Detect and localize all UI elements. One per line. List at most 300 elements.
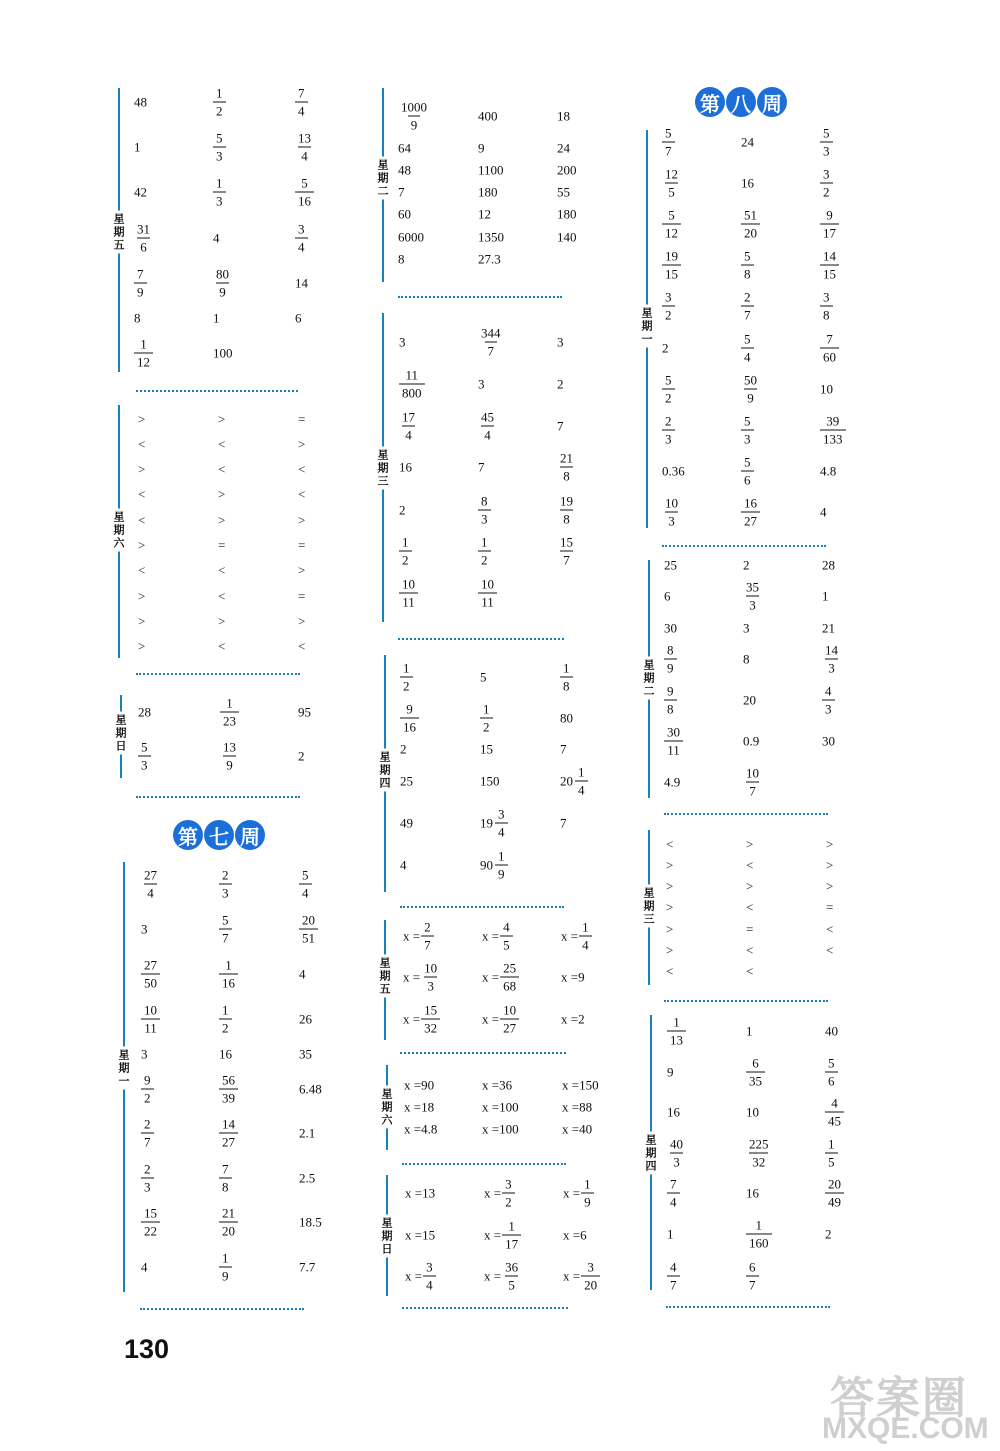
denominator: 3 [138, 756, 151, 772]
denominator: 12 [662, 224, 681, 240]
equation-prefix: x = [561, 928, 579, 944]
denominator: 3 [746, 596, 759, 612]
numerator: 39 [826, 413, 840, 429]
answer-cell: 28 [822, 557, 835, 573]
numerator: 36 [505, 1259, 519, 1275]
whole-number: 90 [480, 857, 493, 873]
fraction [400, 703, 419, 734]
numerator: 344 [481, 325, 501, 341]
denominator: 8 [741, 265, 754, 281]
equation-prefix: x = [403, 969, 421, 985]
answer-cell [295, 223, 308, 254]
answer-cell [478, 327, 504, 358]
answer-cell: 8 [134, 310, 141, 326]
answer-cell [482, 1004, 519, 1035]
numerator: 7 [298, 85, 305, 101]
fraction [502, 1178, 515, 1209]
numerator: 5 [668, 207, 675, 223]
fraction [421, 1004, 440, 1035]
answer-cell: 0.9 [743, 733, 760, 749]
fraction [662, 250, 681, 281]
fraction [219, 1074, 238, 1105]
numerator: 2 [144, 1161, 151, 1177]
numerator: 10 [746, 765, 759, 781]
day-label: 星期五 [113, 212, 125, 252]
answer-cell: x =6 [563, 1227, 587, 1243]
numerator: 1 [402, 534, 409, 550]
answer-cell: = [298, 411, 306, 427]
numerator: 16 [744, 495, 757, 511]
answer-cell: 16 [399, 459, 412, 475]
numerator: 5 [744, 413, 751, 429]
denominator: 4 [495, 823, 508, 839]
answer-cell [746, 1261, 759, 1292]
fraction [219, 1163, 232, 1194]
numerator: 13 [298, 130, 311, 146]
fraction [575, 766, 588, 797]
answer-cell: 3 [141, 921, 148, 937]
answer-cell [820, 127, 833, 158]
denominator: 8 [560, 510, 573, 526]
numerator: 10 [503, 1002, 517, 1018]
denominator: 4 [667, 1193, 680, 1209]
answer-cell [403, 921, 434, 952]
answer-cell: < [298, 486, 306, 502]
answer-cell [213, 132, 226, 163]
answer-cell: > [138, 537, 146, 553]
numerator: 12 [665, 166, 678, 182]
denominator: 8 [820, 306, 833, 322]
fraction [820, 127, 833, 158]
answer-cell [134, 268, 147, 299]
answer-cell: 24 [741, 134, 754, 150]
answer-cell: 35 [299, 1046, 312, 1062]
fraction [495, 808, 508, 839]
answer-cell: > [666, 899, 674, 915]
answer-cell: 49 [400, 815, 413, 831]
numerator: 40 [670, 1136, 683, 1152]
denominator: 7 [421, 936, 434, 952]
denominator: 15 [662, 265, 681, 281]
answer-cell: < [746, 857, 754, 873]
answer-cell [141, 869, 160, 900]
answer-cell: < [666, 963, 674, 979]
numerator: 15 [424, 1002, 438, 1018]
fraction [820, 209, 839, 240]
denominator: 2 [662, 389, 675, 405]
numerator: 10 [665, 495, 678, 511]
answer-cell: < [218, 436, 226, 452]
answer-cell: 10 [820, 381, 833, 397]
answer-cell: x =13 [405, 1185, 436, 1201]
answer-cell: > [298, 512, 306, 528]
denominator: 2 [141, 1089, 154, 1105]
answer-cell: < [298, 461, 306, 477]
fraction [741, 415, 754, 446]
answer-cell: 7 [557, 418, 564, 434]
fraction [295, 177, 314, 208]
answer-cell [825, 1057, 838, 1088]
answer-cell [741, 333, 754, 364]
numerator: 1 [140, 336, 147, 352]
answer-cell: 1 [746, 1023, 753, 1039]
denominator: 3 [741, 430, 754, 446]
answer-cell: > [746, 878, 754, 894]
fraction [741, 209, 760, 240]
answer-cell [667, 1261, 680, 1292]
fraction [213, 268, 232, 299]
answer-cell: 140 [557, 229, 577, 245]
section-divider [662, 545, 826, 547]
fraction [741, 291, 754, 322]
numerator: 7 [826, 331, 833, 347]
answer-cell [220, 741, 239, 772]
answer-cell [746, 1219, 772, 1250]
fraction [662, 168, 681, 199]
answer-cell [746, 1138, 772, 1169]
denominator: 3 [219, 884, 232, 900]
fraction [662, 497, 681, 528]
answer-cell: 55 [557, 184, 570, 200]
numerator: 14 [825, 642, 838, 658]
answer-cell: > [746, 836, 754, 852]
fraction [743, 767, 762, 798]
numerator: 5 [823, 125, 830, 141]
denominator: 3 [424, 977, 437, 993]
fraction [743, 581, 762, 612]
numerator: 1 [584, 1176, 591, 1192]
numerator: 1 [755, 1217, 762, 1233]
answer-cell [662, 250, 681, 281]
numerator: 1 [222, 1002, 229, 1018]
answer-cell: 1350 [478, 229, 504, 245]
fraction [299, 869, 312, 900]
numerator: 27 [144, 867, 157, 883]
denominator: 17 [502, 1235, 521, 1251]
answer-cell [219, 1252, 232, 1283]
answer-cell: < [138, 486, 146, 502]
answer-cell [219, 1074, 238, 1105]
answer-cell: > [666, 857, 674, 873]
answer-cell: > [826, 857, 834, 873]
numerator: 51 [744, 207, 757, 223]
answer-cell: 27.3 [478, 251, 501, 267]
equation-prefix: x = [563, 1185, 581, 1201]
answer-cell [662, 127, 675, 158]
fraction [820, 415, 846, 446]
whole-number: 20 [560, 773, 573, 789]
answer-cell: 6 [664, 588, 671, 604]
denominator: 3 [670, 1153, 683, 1169]
answer-cell: 2 [662, 340, 669, 356]
answer-cell: > [298, 562, 306, 578]
answer-cell [820, 168, 833, 199]
denominator: 3 [141, 1178, 154, 1194]
numerator: 7 [670, 1176, 677, 1192]
denominator: 7 [560, 551, 573, 567]
denominator: 133 [820, 430, 846, 446]
denominator: 4 [295, 238, 308, 254]
denominator: 7 [141, 1133, 154, 1149]
answer-cell [299, 914, 318, 945]
denominator: 7 [746, 782, 759, 798]
fraction [219, 1207, 238, 1238]
answer-cell [219, 1163, 232, 1194]
equation-prefix: x = [482, 969, 500, 985]
denominator: 51 [299, 929, 318, 945]
denominator: 2 [820, 183, 833, 199]
answer-cell: 30 [664, 620, 677, 636]
answer-cell [482, 921, 513, 952]
fraction [478, 327, 504, 358]
numerator: 13 [223, 739, 236, 755]
answer-cell: 28 [138, 704, 151, 720]
denominator: 2 [478, 551, 491, 567]
answer-cell [743, 581, 762, 612]
answer-cell [399, 411, 418, 442]
answer-cell: 30 [822, 733, 835, 749]
numerator: 1 [483, 701, 490, 717]
numerator: 1 [673, 1014, 680, 1030]
day-label: 星期二 [643, 658, 655, 698]
answer-cell: 15 [480, 741, 493, 757]
fraction [299, 914, 318, 945]
denominator: 5 [500, 936, 513, 952]
day-label: 星期三 [643, 886, 655, 926]
answer-cell: 100 [213, 345, 233, 361]
denominator: 3 [825, 659, 838, 675]
numerator: 1000 [401, 99, 427, 115]
fraction [502, 1220, 521, 1251]
numerator: 2 [665, 413, 672, 429]
fraction [662, 127, 675, 158]
answer-cell [741, 374, 760, 405]
fraction [820, 250, 839, 281]
denominator: 16 [219, 974, 238, 990]
answer-cell: < [746, 942, 754, 958]
answer-cell: 180 [478, 184, 498, 200]
answer-cell: 16 [219, 1046, 232, 1062]
answer-cell: x =90 [404, 1077, 435, 1093]
numerator: 10 [402, 576, 415, 592]
answer-cell [219, 1207, 238, 1238]
numerator: 225 [749, 1136, 769, 1152]
denominator: 3 [478, 510, 491, 526]
fraction [141, 1118, 154, 1149]
answer-cell [399, 369, 425, 400]
answer-cell [560, 766, 588, 797]
fraction [220, 697, 239, 728]
answer-cell [220, 697, 239, 728]
fraction [213, 177, 226, 208]
answer-cell: 40 [825, 1023, 838, 1039]
answer-cell: 4 [820, 504, 827, 520]
numerator: 5 [665, 125, 672, 141]
denominator: 22 [141, 1222, 160, 1238]
denominator: 9 [664, 659, 677, 675]
denominator: 11 [141, 1019, 160, 1035]
fraction [134, 223, 153, 254]
section-divider [400, 1052, 566, 1054]
day-label: 星期五 [379, 956, 391, 996]
answer-cell [295, 87, 308, 118]
answer-cell [141, 1118, 154, 1149]
denominator: 2 [400, 677, 413, 693]
answer-cell: > [138, 588, 146, 604]
answer-cell: 8 [398, 251, 405, 267]
answer-cell: 2 [298, 748, 305, 764]
answer-cell [478, 536, 491, 567]
answer-cell: < [746, 963, 754, 979]
day-label: 星期六 [381, 1087, 393, 1127]
answer-cell: 25 [400, 773, 413, 789]
answer-cell [141, 1004, 160, 1035]
numerator: 10 [144, 1002, 157, 1018]
numerator: 15 [144, 1205, 157, 1221]
denominator: 9 [219, 1267, 232, 1283]
answer-cell [219, 1004, 232, 1035]
denominator: 2 [480, 718, 493, 734]
denominator: 8 [664, 700, 677, 716]
answer-cell [820, 209, 839, 240]
fraction [662, 291, 675, 322]
answer-cell: < [298, 638, 306, 654]
denominator: 45 [825, 1112, 844, 1128]
fraction [478, 536, 491, 567]
fraction [138, 741, 151, 772]
answer-cell [662, 415, 675, 446]
answer-cell [662, 497, 681, 528]
numerator: 25 [503, 960, 517, 976]
numerator: 1 [403, 660, 410, 676]
answer-cell: > [138, 411, 146, 427]
numerator: 1 [582, 919, 589, 935]
denominator: 35 [746, 1072, 765, 1088]
answer-cell [741, 291, 754, 322]
equation-prefix: x = [484, 1268, 502, 1284]
answer-cell: < [218, 461, 226, 477]
fraction [399, 411, 418, 442]
numerator: 4 [670, 1259, 677, 1275]
answer-cell: x =40 [562, 1121, 593, 1137]
numerator: 31 [137, 221, 150, 237]
fraction [478, 578, 497, 609]
denominator: 68 [500, 977, 519, 993]
denominator: 49 [825, 1193, 844, 1209]
day-label: 星期二 [377, 158, 389, 198]
answer-cell: 95 [298, 704, 311, 720]
answer-cell: x =100 [482, 1121, 519, 1137]
numerator: 35 [746, 579, 759, 595]
answer-cell: x =18 [404, 1099, 435, 1115]
denominator: 15 [820, 265, 839, 281]
equation-prefix: x = [482, 1011, 500, 1027]
fraction [667, 1178, 680, 1209]
page-number: 130 [124, 1334, 170, 1364]
answer-cell: 20 [743, 692, 756, 708]
fraction [219, 914, 232, 945]
day-label: 星期一 [118, 1048, 130, 1088]
day-label: 星期一 [641, 306, 653, 346]
answer-cell: x =36 [482, 1077, 513, 1093]
section-divider [402, 1307, 568, 1309]
denominator: 4 [402, 426, 415, 442]
numerator: 3 [587, 1259, 594, 1275]
denominator: 4 [295, 102, 308, 118]
numerator: 2 [144, 1116, 151, 1132]
answer-cell: > [826, 836, 834, 852]
numerator: 19 [665, 248, 678, 264]
answer-cell: > [826, 878, 834, 894]
answer-cell: 2.5 [299, 1170, 316, 1186]
answer-cell: 2 [743, 557, 750, 573]
denominator: 9 [134, 283, 147, 299]
denominator: 7 [662, 142, 675, 158]
answer-cell: 200 [557, 162, 577, 178]
answer-cell: 10 [746, 1104, 759, 1120]
denominator: 3 [662, 430, 675, 446]
fraction [219, 1004, 232, 1035]
fraction [502, 1261, 521, 1292]
answer-cell: 7 [560, 741, 567, 757]
denominator: 4 [423, 1276, 436, 1292]
denominator: 27 [500, 1019, 519, 1035]
answer-cell: > [298, 613, 306, 629]
answer-cell: 7.7 [299, 1259, 316, 1275]
answer-cell: 7 [560, 815, 567, 831]
numerator: 1 [226, 695, 233, 711]
answer-cell: 12 [478, 206, 491, 222]
answer-cell [213, 87, 226, 118]
answer-cell: 4 [299, 966, 306, 982]
answer-cell [825, 1097, 844, 1128]
answer-cell: 5 [480, 669, 487, 685]
answer-cell: 3 [399, 334, 406, 350]
denominator: 2 [662, 306, 675, 322]
denominator: 5 [505, 1276, 518, 1292]
answer-cell [743, 767, 762, 798]
answer-cell [219, 914, 232, 945]
numerator: 21 [560, 450, 573, 466]
fraction [662, 374, 675, 405]
denominator: 7 [667, 1276, 680, 1292]
fraction [746, 1219, 772, 1250]
answer-cell: 14 [295, 275, 308, 291]
week7-header-char: 周 [235, 820, 265, 850]
week8-header-char: 第 [695, 87, 725, 117]
answer-cell: x =4.8 [404, 1121, 438, 1137]
answer-cell [822, 644, 841, 675]
fraction [213, 132, 226, 163]
denominator: 11 [399, 593, 418, 609]
answer-cell: 2 [399, 502, 406, 518]
answer-cell [219, 959, 238, 990]
denominator: 9 [408, 116, 421, 132]
fraction [219, 959, 238, 990]
equation-prefix: x = [403, 1011, 421, 1027]
answer-cell [741, 415, 754, 446]
answer-cell [478, 578, 497, 609]
denominator: 5 [665, 183, 678, 199]
answer-cell: 9 [667, 1064, 674, 1080]
answer-cell: 24 [557, 140, 570, 156]
numerator: 4 [503, 919, 510, 935]
answer-cell [563, 1261, 600, 1292]
denominator: 9 [223, 756, 236, 772]
fraction [500, 1004, 519, 1035]
fraction [141, 1163, 154, 1194]
answer-cell: 4.9 [664, 774, 681, 790]
